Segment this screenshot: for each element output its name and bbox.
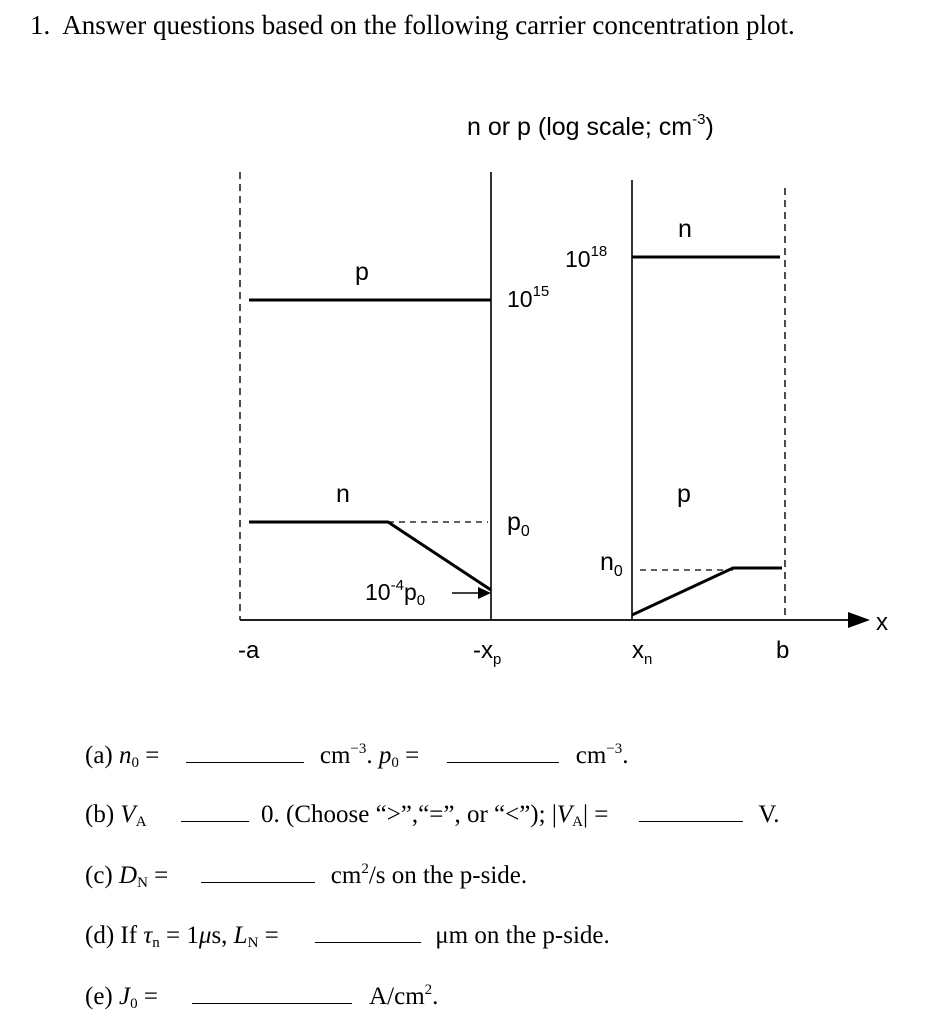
- part-c-variable: D: [119, 862, 138, 889]
- part-a-separator: .: [366, 742, 373, 769]
- x-axis-arrowhead: [848, 612, 870, 628]
- part-a-equals-2: =: [405, 742, 420, 769]
- n-side-minority-hole-curve: [632, 568, 782, 615]
- part-b-variable-subscript: A: [135, 814, 147, 830]
- tick-label-minus-xp: $-x_p$: [473, 637, 502, 668]
- tick-label-b: b: [776, 637, 790, 664]
- part-e-variable: J: [119, 983, 131, 1010]
- question-part-b: [85, 801, 779, 829]
- part-c-suffix-text: /s on the p-side.: [368, 862, 528, 889]
- part-e-variable-subscript: 0: [130, 996, 138, 1012]
- part-d-equals: =: [264, 922, 279, 949]
- part-b-abs-equals: | =: [582, 801, 609, 828]
- tick-label-minus-a: -a: [238, 637, 260, 664]
- part-b-abs-subscript: A: [572, 814, 583, 830]
- part-d-micro-symbol: μ: [198, 922, 212, 949]
- part-e-unit-exponent: 2: [424, 982, 433, 998]
- question-number: 1.: [30, 10, 51, 40]
- part-a-label: (a): [85, 742, 113, 769]
- part-d-if-text: If: [120, 922, 138, 949]
- n-side-doping-level-label: $10^{18}$: [565, 243, 608, 272]
- part-c-variable-subscript: N: [137, 875, 148, 891]
- part-e-period: .: [432, 983, 439, 1010]
- tick-label-xn: $x_n$: [632, 637, 653, 668]
- part-a-unit-1: cm: [319, 742, 351, 769]
- n-side-minority-label: p: [677, 480, 691, 508]
- n-side-majority-label: n: [678, 215, 692, 243]
- part-d-unit: μm on the p-side.: [435, 922, 610, 949]
- part-d-seconds-text: s,: [211, 922, 228, 949]
- part-a-p0-subscript: 0: [391, 755, 399, 771]
- p-side-minority-label: n: [336, 480, 350, 508]
- edge-concentration-label: $10^{-4}p_0$: [365, 577, 426, 609]
- part-a-equals: =: [145, 742, 160, 769]
- x-axis-label: x: [876, 609, 888, 636]
- answer-blank-va-comparison[interactable]: [181, 805, 249, 822]
- part-b-variable: V: [120, 801, 136, 828]
- part-c-unit: cm: [330, 862, 362, 889]
- p0-label: $p_0$: [507, 508, 530, 540]
- p-side-doping-level-label: $10^{15}$: [507, 283, 550, 312]
- part-d-tau-subscript: n: [152, 935, 160, 951]
- part-a-unit-2-exponent: −3: [606, 741, 623, 757]
- part-c-unit-exponent: 2: [361, 861, 369, 877]
- p-side-majority-label: p: [355, 258, 369, 286]
- part-e-label: (e): [85, 983, 113, 1010]
- part-c-label: (c): [85, 862, 113, 889]
- part-b-label: (b): [85, 801, 115, 828]
- answer-blank-va-magnitude[interactable]: [639, 805, 743, 822]
- part-d-l-variable: L: [233, 922, 248, 949]
- part-e-unit: A/cm: [369, 983, 425, 1010]
- question-part-a: [85, 742, 629, 770]
- part-a-n0-subscript: 0: [131, 755, 139, 771]
- part-d-lifetime-value: = 1: [166, 922, 199, 949]
- part-a-unit-2: cm: [575, 742, 607, 769]
- y-axis-label: n or p (log scale; $cm^{-3}$): [467, 111, 714, 141]
- part-a-unit-1-exponent: −3: [350, 741, 367, 757]
- answer-blank-n0[interactable]: [186, 746, 304, 763]
- part-a-p0-variable: p: [378, 742, 392, 769]
- answer-blank-ln[interactable]: [315, 926, 421, 943]
- part-b-instruction-text: 0. (Choose “>”,“=”, or “<”); |: [261, 801, 557, 828]
- part-a-n0-variable: n: [119, 742, 132, 769]
- question-part-c: [85, 862, 527, 890]
- answer-blank-j0[interactable]: [192, 987, 352, 1004]
- answer-blank-dn[interactable]: [201, 866, 315, 883]
- part-d-tau-variable: τ: [143, 922, 153, 949]
- question-part-e: [85, 983, 438, 1011]
- question-part-d: [85, 922, 610, 950]
- part-d-label: (d): [85, 922, 115, 949]
- n0-label: $n_0$: [600, 548, 623, 580]
- answer-blank-p0[interactable]: [447, 746, 559, 763]
- part-b-unit: V.: [758, 801, 780, 828]
- part-c-equals: =: [154, 862, 169, 889]
- part-b-abs-variable: V: [556, 801, 573, 828]
- question-text: Answer questions based on the following carrier concentration plot.: [62, 10, 795, 40]
- part-a-period: .: [622, 742, 629, 769]
- part-d-l-subscript: N: [247, 935, 259, 951]
- part-e-equals: =: [143, 983, 158, 1010]
